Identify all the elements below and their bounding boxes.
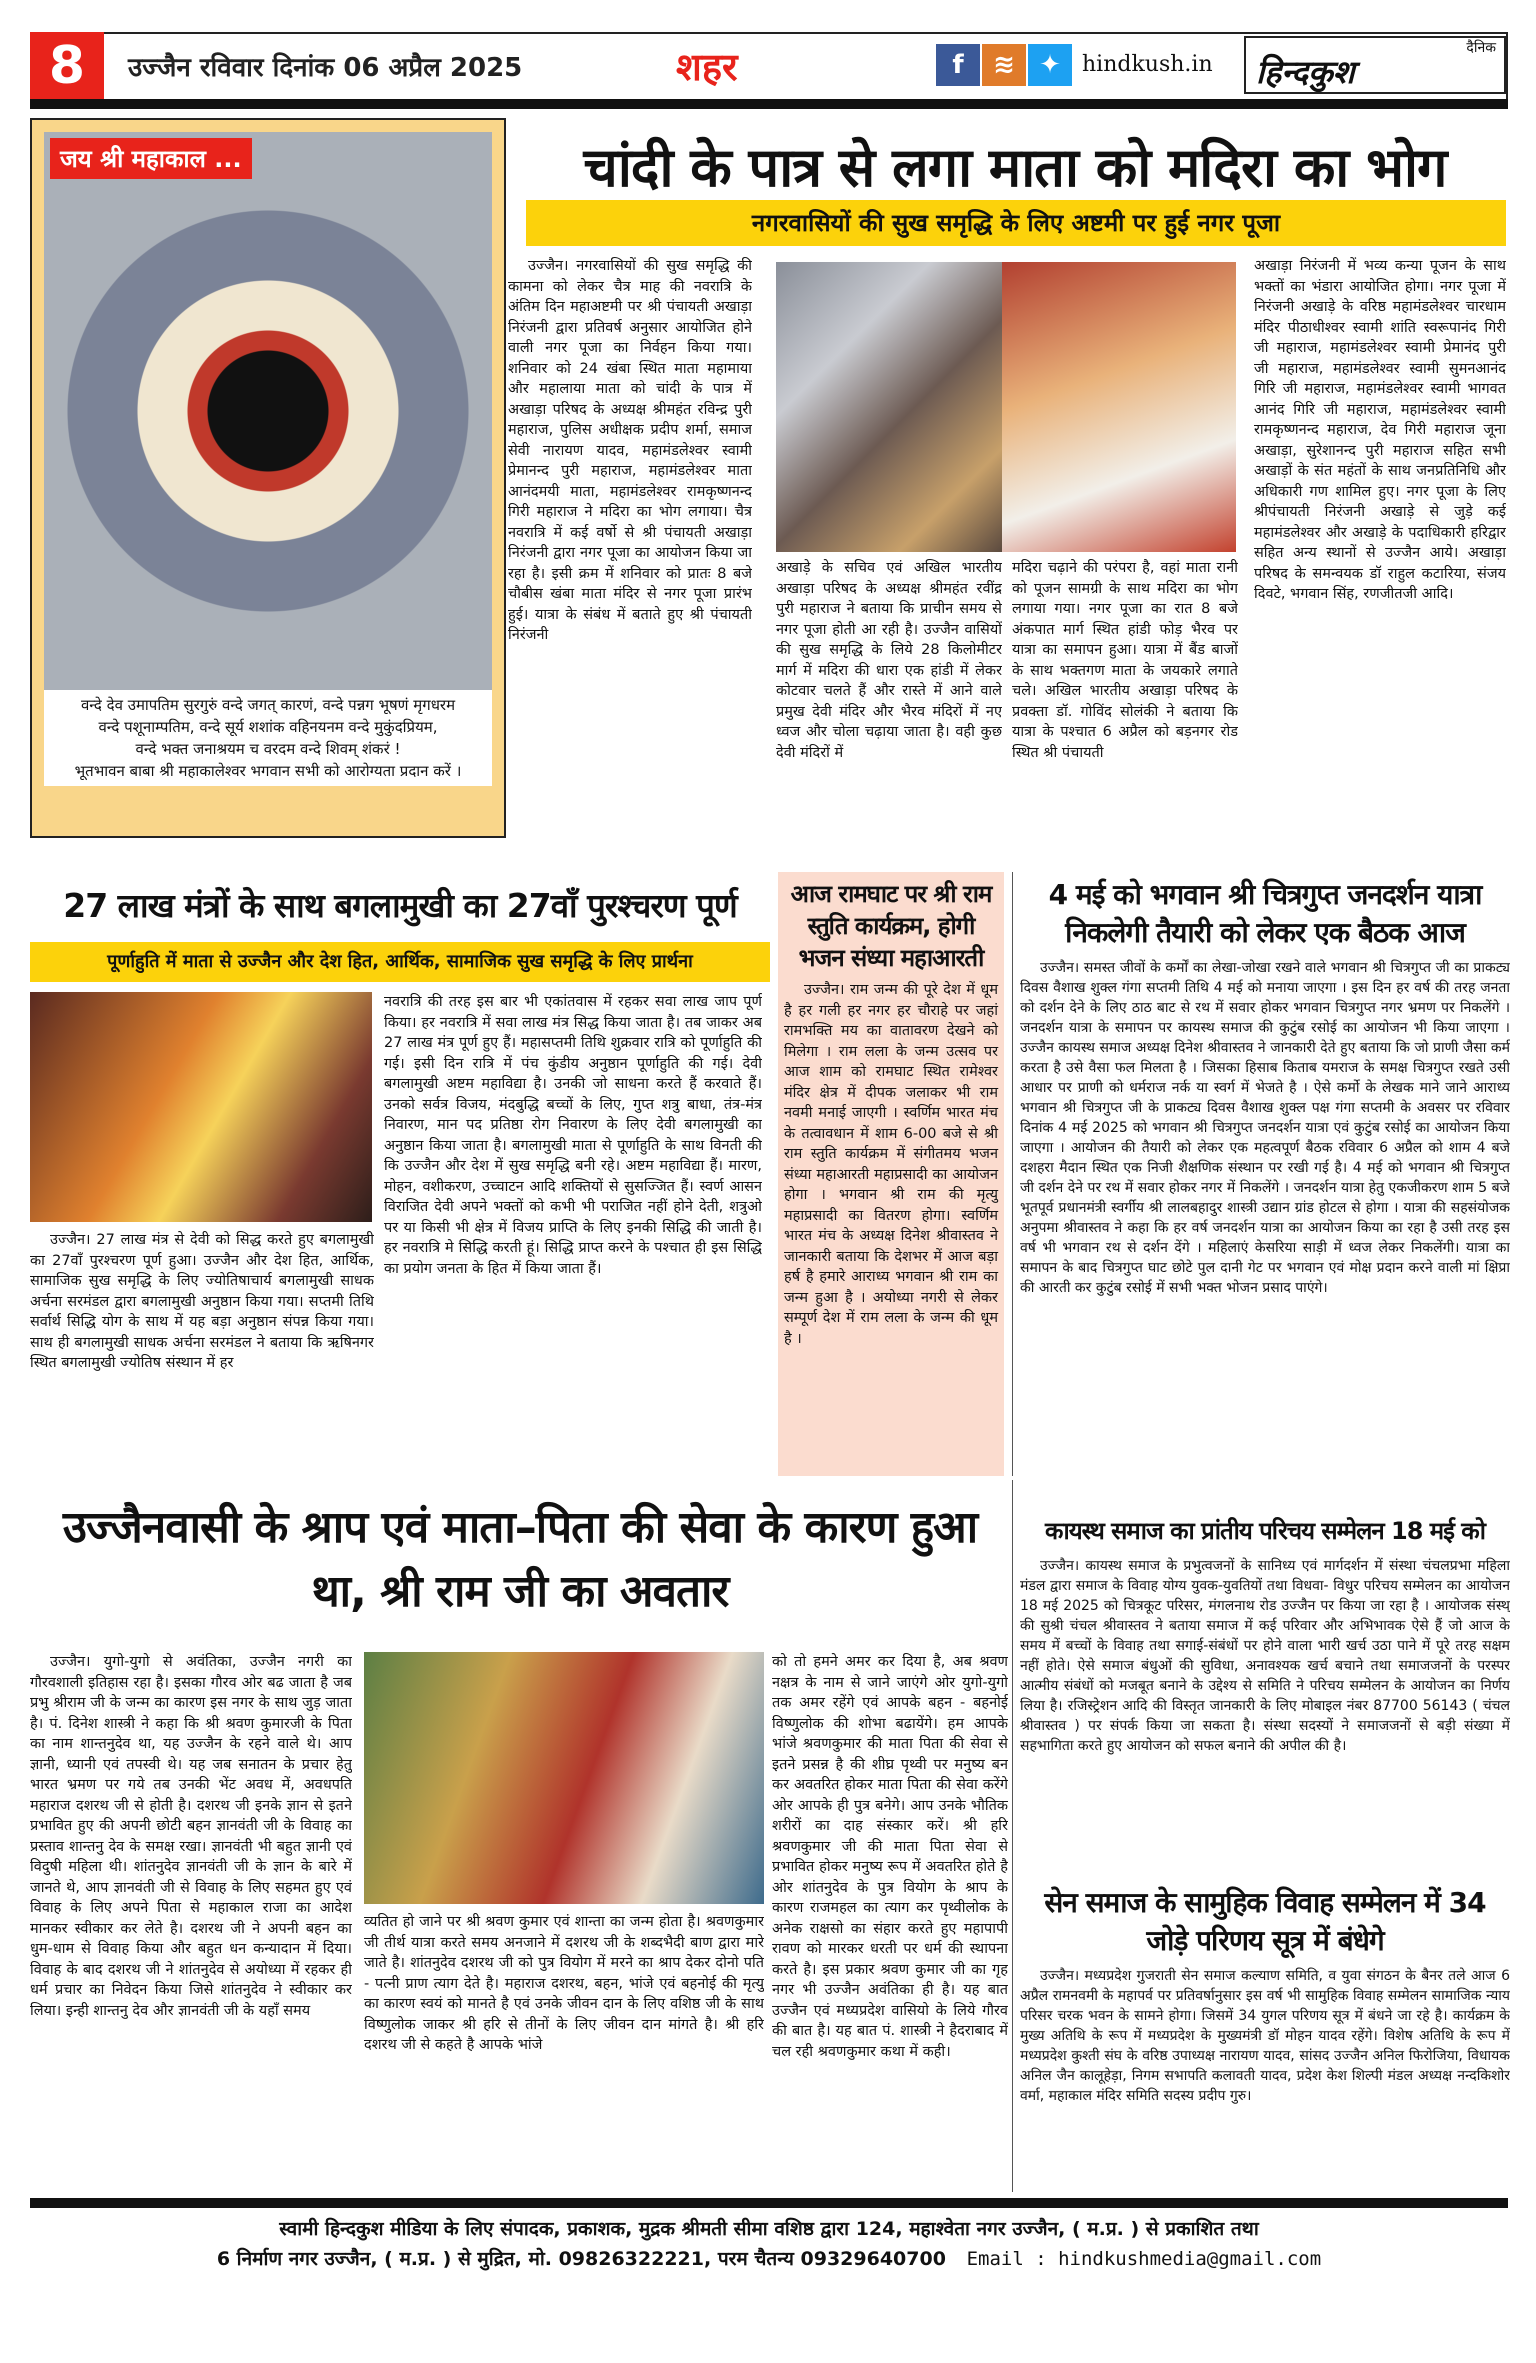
section-title: शहर — [676, 45, 738, 89]
logo-small: दैनिक — [1466, 40, 1496, 56]
footer-rule — [30, 2198, 1508, 2208]
header-rule — [30, 99, 1508, 109]
headline-story5: 4 मई को भगवान श्री चित्रगुप्त जनदर्शन यात्रा निकलेगी तैयारी को लेकर एक बैठक आज — [1048, 878, 1482, 949]
story5-body: उज्जैन। समस्त जीवों के कर्मों का लेखा-जोखा रखने वाले भगवान श्री चित्रगुप्त जी का प्राकट्य दिवस वैशाख शुक्ल गंगा सप्तमी तिथि 4 मई को मनाया जाएगा । इस दिन हर वर्ष की तरह जनता को दर्शन देने के लिए ठाठ बाट से रथ में सवार होकर भगवान चित्रगुप्त नगर भ्रमण पर निकलेंगे । जनदर्शन यात्रा के समापन पर कायस्थ समाज की कुटुंब रसोई का आयोजन भी किया जाएगा । उज्जैन कायस्थ समाज अध्यक्ष दिनेश श्रीवास्तव ने जानकारी देते हुए बताया कि जो प्राणी जैसा कर्म करता है उसे वैसा फल मिलता है । जिसका हिसाब किताब यमराज के समक्ष चित्रगुप्त रखते उसी आधार पर प्राणी को धर्मराज नर्क या स्वर्ग में भेजते है । ऐसे कर्मो के लेखक माने जाने आराध्य भगवान श्री चित्रगुप्त जी के प्राकट्य दिवस वैशाख शुक्ल पक्ष गंगा सप्तमी के अवसर पर रविवार दिनांक 4 मई 2025 को भगवान श्री चित्रगुप्त जनदर्शन यात्रा एवं कुटुंब रसोई का आयोजन किया जाएगा । आयोजन की तैयारी को लेकर एक महत्वपूर्ण बैठक रविवार 6 अप्रैल को शाम 4 बजे दशहरा मैदान स्थित एक निजी शैक्षणिक संस्थान पर रखी गई है। 4 मई को भगवान श्री चित्रगुप्त जी दर्शन देने पर रथ में सवार होकर नगर में निकलेंगे । जनदर्शन यात्रा हेतु एकजीकरण शाम 5 बजे भूतपूर्व प्रधानमंत्री स्वर्गीय श्री लालबहादुर शास्त्री उद्यान ग्रांड होटल से होगा । यात्रा की सहसंयोजक अनुपमा श्रीवास्तव ने कहा कि हर वर्ष जनदर्शन यात्रा का आयोजन किया का रहा है उसी तरह इस वर्ष भी भगवान रथ से दर्शन देंगे । महिलाएं केसरिया साड़ी में ध्वज लेकर निकलेंगी। यात्रा का समापन के बाद चित्रगुप्त घाट छोटे पुल दानी गेट पर भगवान एवं मोक्ष प्रदान करने वाली मां क्षिप्रा की आरती कर कुटुंब रसोई में सभी भक्त भोजन प्रसाद पाएंगे। — [1020, 960, 1510, 1296]
story2-col2: अखाड़े के सचिव एवं अखिल भारतीय अखाड़ा परिषद के अध्यक्ष श्रीमहंत रवींद्र पुरी महाराज ने बताया कि प्राचीन समय से नगर पूजा होती आ रही है। उज्जैन वासियों की सुख समृद्धि के लिये 28 किलोमीटर मार्ग में मदिरा की धारा एक हांडी में लेकर कोटवार चलते हैं और रास्ते में आने वाले प्रमुख देवी मंदिर और भैरव मंदिरों में नए ध्वज और चोला चढ़ाया जाता है। वही कुछ देवी मंदिरों में — [776, 560, 1002, 761]
imprint-line2: 6 निर्माण नगर उज्जैन, ( म.प्र. ) से मुद्रित, मो. 09826322221, परम चैतन्य 09329640700 Email : hindkushmedia@gmail.com — [216, 2248, 1322, 2270]
rss-icon[interactable]: ≋ — [982, 44, 1026, 86]
headline-story2: चांदी के पात्र से लगा माता को मदिरा का भोग — [583, 136, 1447, 199]
story7-col3: को तो हमने अमर कर दिया है, अब श्रवण नक्षत्र के नाम से जाने जाएंगे ओर युगो-युगो तक अमर रहेंगे एवं आपके बहन - बहनोई विष्णुलोक की शोभा बढायेंगे। हम आपके भांजे श्रवणकुमार की माता पिता की सेवा से इतने प्रसन्न है की शीघ्र पृथ्वी पर मनुष्य बन कर अवतरित होकर माता पिता की सेवा करेंगे ओर आपके ही पुत्र बनेगे। आप उनके भौतिक शरीरों का दाह संस्कार करें। श्री हरि श्रवणकुमार जी की माता पिता सेवा से प्रभावित होकर मनुष्य रूप में अवतरित होते है ओर शांतनुदेव के पुत्र वियोग के श्राप के कारण राजमहल का त्याग कर पृथ्वीलोक के अनेक राक्षसो का संहार करते हुए महापापी रावण को मारकर धरती पर धर्म की स्थापना करते है। इस प्रकार श्रवण कुमार जी का गृह नगर भी उज्जैन अवंतिका ही है। यह बात उज्जैन एवं मध्यप्रदेश वासियो के लिये गौरव की बात है। यह बात पं. शास्त्री ने हैदराबाद में चल रही श्रवणकुमार कथा में कही। — [772, 1654, 1008, 2060]
photo-label: जय श्री महाकाल ... — [50, 138, 252, 179]
story4-body: उज्जैन। राम जन्म की पूरे देश में धूम है हर गली हर नगर हर चौराहे पर जहां रामभक्ति मय का वातावरण देखने को मिलेगा । राम लला के जन्म उत्सव पर आज शाम को रामघाट स्थित रामेश्वर मंदिर क्षेत्र में दीपक जलाकर भी राम नवमी मनाई जाएगी । स्वर्णिम भारत मंच के तत्वावधान में शाम 6-00 बजे से श्री राम स्तुति कार्यक्रम में संगीतमय भजन संध्या महाआरती महाप्रसादी का आयोजन होगा । भगवान श्री राम की मृत्यु महाप्रसादी का वितरण होगा। स्वर्णिम भारत मंच के अध्यक्ष दिनेश श्रीवास्तव ने जानकारी बताया कि देशभर में आज बड़ा हर्ष है हमारे आराध्य भगवान श्री राम का जन्म हुआ है । अयोध्या नगरी से लेकर सम्पूर्ण देश में राम लला के जन्म की धूम है । — [784, 982, 998, 1347]
headline-story3: 27 लाख मंत्रों के साथ बगलामुखी का 27वाँ पुरश्चरण पूर्ण — [63, 886, 737, 925]
dateline: उज्जैन रविवार दिनांक 06 अप्रैल 2025 — [128, 53, 523, 83]
story3-col2: नवरात्रि की तरह इस बार भी एकांतवास में रहकर सवा लाख जाप पूर्ण किया। हर नवरात्रि में सवा लाख मंत्र सिद्ध किया जाता है। तब जाकर अब 27 लाख मंत्र पूर्ण हुए हैं। महासप्तमी तिथि शुक्रवार रात्रि को पूर्णाहुति की गई। इसी दिन रात्रि में पंच कुंडीय अनुष्ठान पूर्णाहुति की गई। देवी बगलामुखी अष्टम महाविद्या है। उनकी जो साधना करते हैं करवाते हैं। उनको सर्वत्र विजय, मंदबुद्धि बच्चों के लिए, गुप्त शत्रु बाधा, तंत्र-मंत्र निवारण, मान पद प्रतिष्ठा रोग निवारण के लिए देवी बगलामुखी का अनुष्ठान किया जाता है। बगलामुखी माता से पूर्णाहुति के साथ विनती की कि उज्जैन और देश में सुख समृद्धि बनी रहे। अष्टम महाविद्या हैं। मारण, मोहन, वशीकरण, उच्चाटन आदि शक्तियों से सुसज्जित हैं। स्वर्ण आसन विराजित देवी अपने भक्तों को कभी भी पराजित नहीं होने देती, शत्रुओ पर या किसी भी क्षेत्र में विजय प्राप्ति के लिए इनकी सिद्धि की जाती है। हर नवरात्रि मे सिद्धि करती हूं। सिद्धि प्राप्त करने के पश्चात ही इस सिद्धि का प्रयोग जनता के हित में किया जाता हैं। — [384, 994, 762, 1277]
story2-col1: उज्जैन। नगरवासियों की सुख समृद्धि की कामना को लेकर चैत्र माह की नवरात्रि के अंतिम दिन महाअष्टमी पर श्री पंचायती अखाड़ा निरंजनी द्वारा प्रतिवर्ष अनुसार आयोजित होने वाली नगर पूजा का निर्वहन किया गया। शनिवार को 24 खंबा स्थित माता महामाया और महालाया माता को चांदी के पात्र में अखाड़ा परिषद के अध्यक्ष श्रीमहंत रविन्द्र पुरी महाराज, पुलिस अधीक्षक प्रदीप शर्मा, समाज सेवी नारायण यादव, महामंडलेश्वर स्वामी प्रेमानन्द पुरी महाराज, महामंडलेश्वर माता आनंदमयी माता, महामंडलेश्वर रामकृष्णनन्द गिरी महाराज ने मदिरा का भोग लगाया। चैत्र नवरात्रि में कई वर्षो से श्री पंचायती अखाड़ा निरंजनी द्वारा नगर पूजा का आयोजन किया जा रहा है। इसी क्रम में शनिवार को प्रातः 8 बजे चौबीस खंबा माता मंदिर से नगर पूजा प्रारंभ हुई। यात्रा के संबंध में बताते हुए श्री पंचायती निरंजनी — [508, 258, 752, 643]
logo-big: हिन्दकुश — [1256, 53, 1355, 91]
story7-col2: व्यतित हो जाने पर श्री श्रवण कुमार एवं शान्ता का जन्म होता है। श्रवणकुमार जी तीर्थ यात्रा करते समय अनजाने में दशरथ जी के शब्दभैदी बाण द्वारा मारे जाते है। शांतनुदेव दशरथ जी को पुत्र वियोग में मरने का श्राप देकर दोनो पति - पत्नी प्राण त्याग देते है। महाराज दशरथ, बहन, भांजे एवं बहनोई की मृत्यु का कारण स्वयं को मानते है एवं उनके जीवन दान के लिए वशिष्ठ जी के साथ विष्णुलोक जाकर श्री हरि से तीनों के लिए जीवन दान मांगते है। श्री हरि दशरथ जी से कहते है आपके भांजे — [364, 1914, 764, 2053]
imprint-line1: स्वामी हिन्दकुश मीडिया के लिए संपादक, प्रकाशक, मुद्रक श्रीमती सीमा वशिष्ठ द्वारा 124, महाश्वेता नगर उज्जैन, ( म.प्र. ) से प्रकाशित तथा — [279, 2218, 1259, 2240]
headline-story6: कायस्थ समाज का प्रांतीय परिचय सम्मेलन 18 मई को — [1045, 1517, 1485, 1545]
headline-story4: आज रामघाट पर श्री राम स्तुति कार्यक्रम, होगी भजन संध्या महाआरती — [790, 880, 992, 972]
story7-col1: उज्जैन। युगो-युगो से अवंतिका, उज्जैन नगरी का गौरवशाली इतिहास रहा है। इसका गौरव ओर बढ जाता है जब प्रभु श्रीराम जी के जन्म का कारण इस नगर के साथ जुड़ जाता है। पं. दिनेश शास्त्री ने कहा कि श्री श्रवण कुमारजी के पिता का नाम शान्तनुदेव था, यह उज्जैन के रहने वाले थे। आप ज्ञानी, ध्यानी एवं तपस्वी थे। यह जब सनातन के प्रचार हेतु भारत भ्रमण पर गये तब उनकी भेंट अवध में, अवधपति महाराज दशरथ जी से होती है। दशरथ जी इनके ज्ञान से इतने प्रभावित हुए की अपनी छोटी बहन ज्ञानवंती जी के विवाह का प्रस्ताव शान्तनु देव के समक्ष रखा। ज्ञानवंती भी बहुत ज्ञानी एवं विदुषी महिला थी। शांतनुदेव ज्ञानवंती जी के ज्ञान के बारे में जानते थे, आप ज्ञानवंती जी से विवाह के लिए सहमत हुए एवं विवाह के लिए अपने पिता से महाकाल राजा का आदेश मानकर स्वीकार कर लेते है। दशरथ जी ने अपनी बहन का धुम-धाम से विवाह किया और बहुत धन कन्यादान में दिया। विवाह के बाद दशरथ जी ने शांतनुदेव से अयोध्या में रहकर ही धर्म प्रचार का निवेदन किया जिसे शांतनुदेव ने स्वीकार कर लिया। इन्ही शान्तनु देव और ज्ञानवंती जी के यहाँ समय — [30, 1654, 352, 2019]
newspaper-logo — [1244, 36, 1506, 94]
website-link[interactable]: hindkush.in — [1082, 52, 1213, 77]
story3-col1: उज्जैन। 27 लाख मंत्र से देवी को सिद्ध करते हुए बगलामुखी का 27वाँ पुरश्चरण पूर्ण हुआ। उज्जैन और देश हित, आर्थिक, सामाजिक सुख समृद्धि के लिए ज्योतिषाचार्य बगलामुखी साधक अर्चना सरमंडल द्वारा बगलामुखी अनुष्ठान किया गया। सप्तमी तिथि सर्वार्थ सिद्धि योग के साथ में यह बड़ा अनुष्ठान संपन्न किया गया। साथ ही बगलामुखी साधक अर्चना सरमंडल ने बताया कि ऋषिनगर स्थित बगलामुखी ज्योतिष संस्थान में हर — [30, 1232, 374, 1371]
mahakal-photo — [44, 132, 492, 690]
facebook-icon[interactable]: f — [936, 44, 980, 86]
caption-line: वन्दे देव उमापतिम सुरगुरुं वन्दे जगत् कारणं, वन्दे पन्नग भूषणं मृगधरम — [80, 696, 456, 714]
headline-story8: सेन समाज के सामुहिक विवाह सम्मेलन में 34 जोड़े परिणय सूत्र में बंधेगे — [1044, 1886, 1486, 1957]
column-divider — [1012, 1480, 1013, 2192]
email-link[interactable]: Email : hindkushmedia@gmail.com — [966, 2248, 1322, 2270]
caption-line: वन्दे भक्त जनाश्रयम च वरदम वन्दे शिवम् शंकरं ! — [135, 740, 401, 758]
caption-line: भूतभावन बाबा श्री महाकालेश्वर भगवान सभी को आरोग्यता प्रदान करें । — [74, 762, 462, 780]
column-divider — [1012, 872, 1013, 1476]
story6-body: उज्जैन। कायस्थ समाज के प्रभुत्वजनों के सानिध्य एवं मार्गदर्शन में संस्था चंचलप्रभा महिला मंडल द्वारा समाज के विवाह योग्य युवक-युवतियों तथा विधवा- विधुर परिचय सम्मेलन का आयोजन 18 मई 2025 को चित्रकूट परिसर, मंगलनाथ रोड उज्जैन पर किया जा रहा है । आयोजक संस्थ् की सुश्री चंचल श्रीवास्तव ने बताया समाज में कई परिवार और अभिभावक ऐसे हैं जो आज के समय में बच्चों के विवाह तथा सगाई-संबंधों पर होने वाला भारी खर्च उठा पाने में पूरे तरह सक्षम नहीं होते। ऐसे समाज बंधुओं की सुविधा, अनावश्यक खर्च बचाने तथा समाजजनों के परस्पर आत्मीय संबंधों को मजबूत बनाने के उद्देश्य से समिति ने परिचय सम्मेलन के आयोजन का निर्णय लिया है। रजिस्ट्रेशन आदि की विस्तृत जानकारी के लिए मोबाइल नंबर 87700 56143 ( चंचल श्रीवास्तव ) पर संपर्क किया जा सकता है। संस्था सदस्यों ने समाजजनों से बड़ी संख्या में सहभागिता करते हुए आयोजन को सफल बनाने की अपील की है। — [1020, 1558, 1510, 1754]
story2-photo-2 — [1002, 262, 1236, 552]
story2-col4: अखाड़ा निरंजनी में भव्य कन्या पूजन के साथ भक्तों का भंडारा आयोजित होगा। नगर पूजा में निरंजनी अखाड़े के वरिष्ठ महामंडलेश्वर चारधाम मंदिर पीठाधीश्वर स्वामी शांति स्वरूपानंद गिरी जी महाराज, महामंडलेश्वर स्वामी प्रेमानंद पुरी जी महाराज, महामंडलेश्वर स्वामी सुमनआनंद गिरि जी महाराज, महामंडलेश्वर स्वामी भागवत आनंद गिरि जी महाराज, महामंडलेश्वर स्वामी रामकृष्णनन्द महाराज, देव गिरी महाराज जूना अखाड़ा, सुरेशानन्द पुरी महाराज सहित सभी अखाड़ों के संत महंतों के साथ जनप्रतिनिधि और अधिकारी गण शामिल हुए। नगर पूजा के लिए श्रीपंचायती निरंजनी अखाड़े से जुड़े कई महामंडलेश्वर और अखाड़े के पदाधिकारी हरिद्वार सहित अन्य स्थानों से उज्जैन आये। अखाड़ा परिषद के समन्वयक डॉ राहुल कटारिया, संजय दिवटे, भगवान सिंह, रणजीतजी आदि। — [1254, 258, 1506, 602]
story2-col3: मदिरा चढ़ाने की परंपरा है, वहां माता रानी को पूजन सामग्री के साथ मदिरा का भोग लगाया गया। नगर पूजा का रात 8 बजे अंकपात मार्ग स्थित हांडी फोड़ भैरव पर यात्रा का समापन हुआ। यात्रा में बैंड बाजों के साथ भक्तगण माता के जयकारे लगाते चले। अखिल भारतीय अखाड़ा परिषद के प्रवक्ता डॉ. गोविंद सोलंकी ने बताया कि यात्रा के पश्चात 6 अप्रैल को बड़नगर रोड स्थित श्री पंचायती — [1012, 560, 1238, 761]
story3-photo — [30, 992, 372, 1222]
story7-photo — [364, 1652, 764, 1904]
mahakal-photo-frame — [30, 118, 506, 838]
photo-caption — [44, 690, 492, 786]
story8-body: उज्जैन। मध्यप्रदेश गुजराती सेन समाज कल्याण समिति, व युवा संगठन के बैनर तले आज 6 अप्रैल रामनवमी के महापर्व पर प्रतिवर्षानुसार इस वर्ष भी सामुहिक विवाह सम्मेलन सामाजिक न्याय परिसर चरक भवन के सामने होगा। जिसमें 34 युगल परिणय सूत्र में बंधने जा रहे है। कार्यक्रम के मुख्य अतिथि के रूप में मध्यप्रदेश के मुख्यमंत्री डॉ मोहन यादव रहेंगे। विशेष अतिथि के रूप में मध्यप्रदेश कुश्ती संघ के वरिष्ठ उपाध्यक्ष नारायण यादव, सांसद उज्जैन अनिल फिरोजिया, विधायक अनिल जैन कालूहेड़ा, निगम सभापति कलावती यादव, प्रदेश केश शिल्पी मंडल अध्यक्ष नन्दकिशोर वर्मा, महाकाल मंदिर समिति सदस्य प्रदीप गुरु। — [1020, 1968, 1510, 2104]
subhead-story3: पूर्णाहुति में माता से उज्जैन और देश हित, आर्थिक, सामाजिक सुख समृद्धि के लिए प्रार्थना — [30, 942, 770, 982]
headline-story7: उज्जैनवासी के श्राप एवं माता–पिता की सेवा के कारण हुआ था, श्री राम जी का अवतार — [62, 1502, 978, 1617]
subhead-story2: नगरवासियों की सुख समृद्धि के लिए अष्टमी पर हुई नगर पूजा — [526, 200, 1506, 246]
story2-photo — [776, 262, 1002, 552]
story4-box — [778, 872, 1004, 1476]
caption-line: वन्दे पशूनाम्पतिम, वन्दे सूर्य शशांक वहिनयनम वन्दे मुकुंदप्रियम, — [98, 718, 438, 736]
imprint — [30, 2214, 1508, 2274]
social-links — [936, 44, 1072, 86]
page-number: 8 — [30, 32, 104, 100]
twitter-icon[interactable]: ✦ — [1028, 44, 1072, 86]
